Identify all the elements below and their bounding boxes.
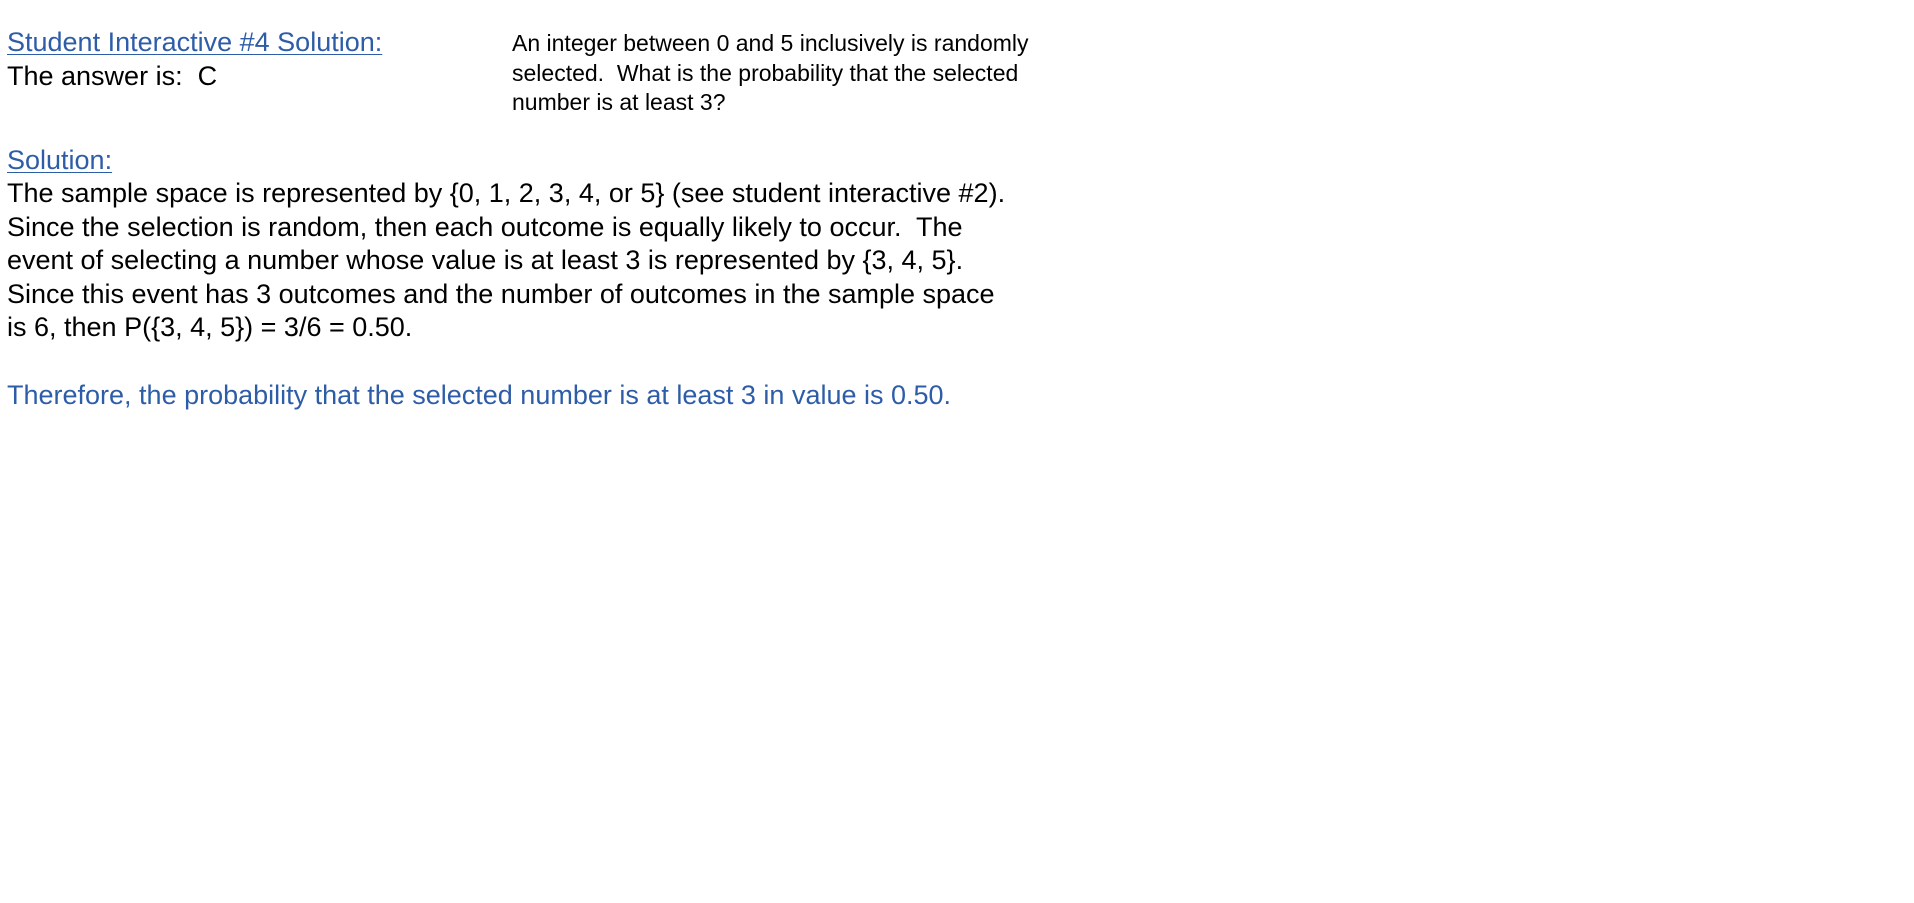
conclusion-text: Therefore, the probability that the selected number is at least 3 in value is 0.50. xyxy=(7,380,952,410)
solution-line: Since this event has 3 outcomes and the number of outcomes in the sample space xyxy=(7,278,995,309)
page-title: Student Interactive #4 Solution: xyxy=(7,27,383,57)
question-line: selected. What is the probability that the selected xyxy=(512,59,1019,86)
solution-heading: Solution: xyxy=(7,145,113,175)
solution-body xyxy=(7,177,1005,345)
solution-line: Since the selection is random, then each outcome is equally likely to occur. The xyxy=(7,211,963,242)
question-line: An integer between 0 and 5 inclusively is randomly xyxy=(512,30,1029,56)
solution-line: The sample space is represented by {0, 1, 2, 3, 4, or 5} (see student interactive #2). xyxy=(7,178,1006,208)
answer-text: The answer is: C xyxy=(7,61,218,91)
solution-line: event of selecting a number whose value is at least 3 is represented by {3, 4, 5}. xyxy=(7,245,964,276)
solution-line: is 6, then P({3, 4, 5}) = 3/6 = 0.50. xyxy=(7,312,413,343)
question-text xyxy=(512,29,1072,118)
question-line: number is at least 3? xyxy=(512,89,726,115)
